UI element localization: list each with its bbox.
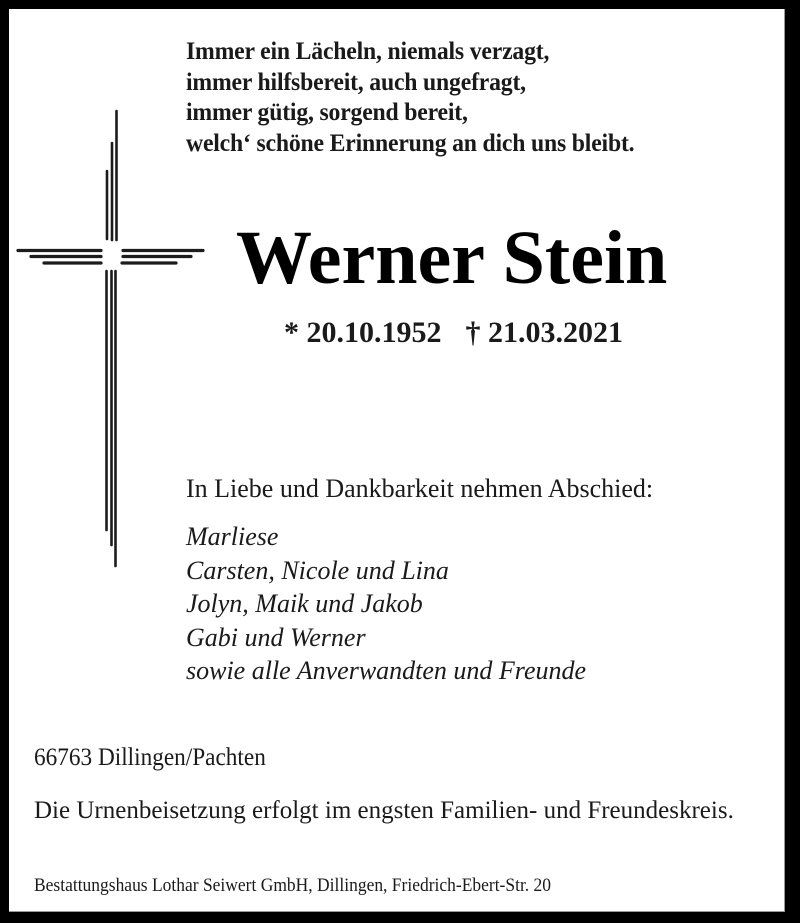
poem-line: welch‘ schöne Erinnerung an dich uns bleibt. [186,127,635,157]
location: 66763 Dillingen/Pachten [34,744,266,771]
burial-note: Die Urnenbeisetzung erfolgt im engsten Familien- und Freundeskreis. [34,797,734,824]
birth-date: * 20.10.1952 [284,316,442,349]
mourner-entry: sowie alle Anverwandten und Freunde [186,656,587,685]
mourner-entry: Marliese [186,522,279,551]
life-dates [284,315,623,351]
death-date: † 21.03.2021 [465,316,623,349]
mourner-entry: Carsten, Nicole und Lina [186,555,449,585]
memorial-poem [186,36,634,158]
deceased-name: Werner Stein [236,216,668,300]
mourner-entry: Jolyn, Maik und Jakob [186,589,423,618]
poem-line: Immer ein Lächeln, niemals verzagt, [186,36,550,65]
mourners-list [186,520,586,688]
farewell-intro: In Liebe und Dankbarkeit nehmen Abschied: [186,474,654,503]
poem-line: immer hilfsbereit, auch ungefragt, [186,66,526,96]
poem-line: immer gütig, sorgend bereit, [186,97,468,126]
mourner-entry: Gabi und Werner [186,622,366,652]
undertaker-info: Bestattungshaus Lothar Seiwert GmbH, Dillingen, Friedrich-Ebert-Str. 20 [34,875,552,896]
